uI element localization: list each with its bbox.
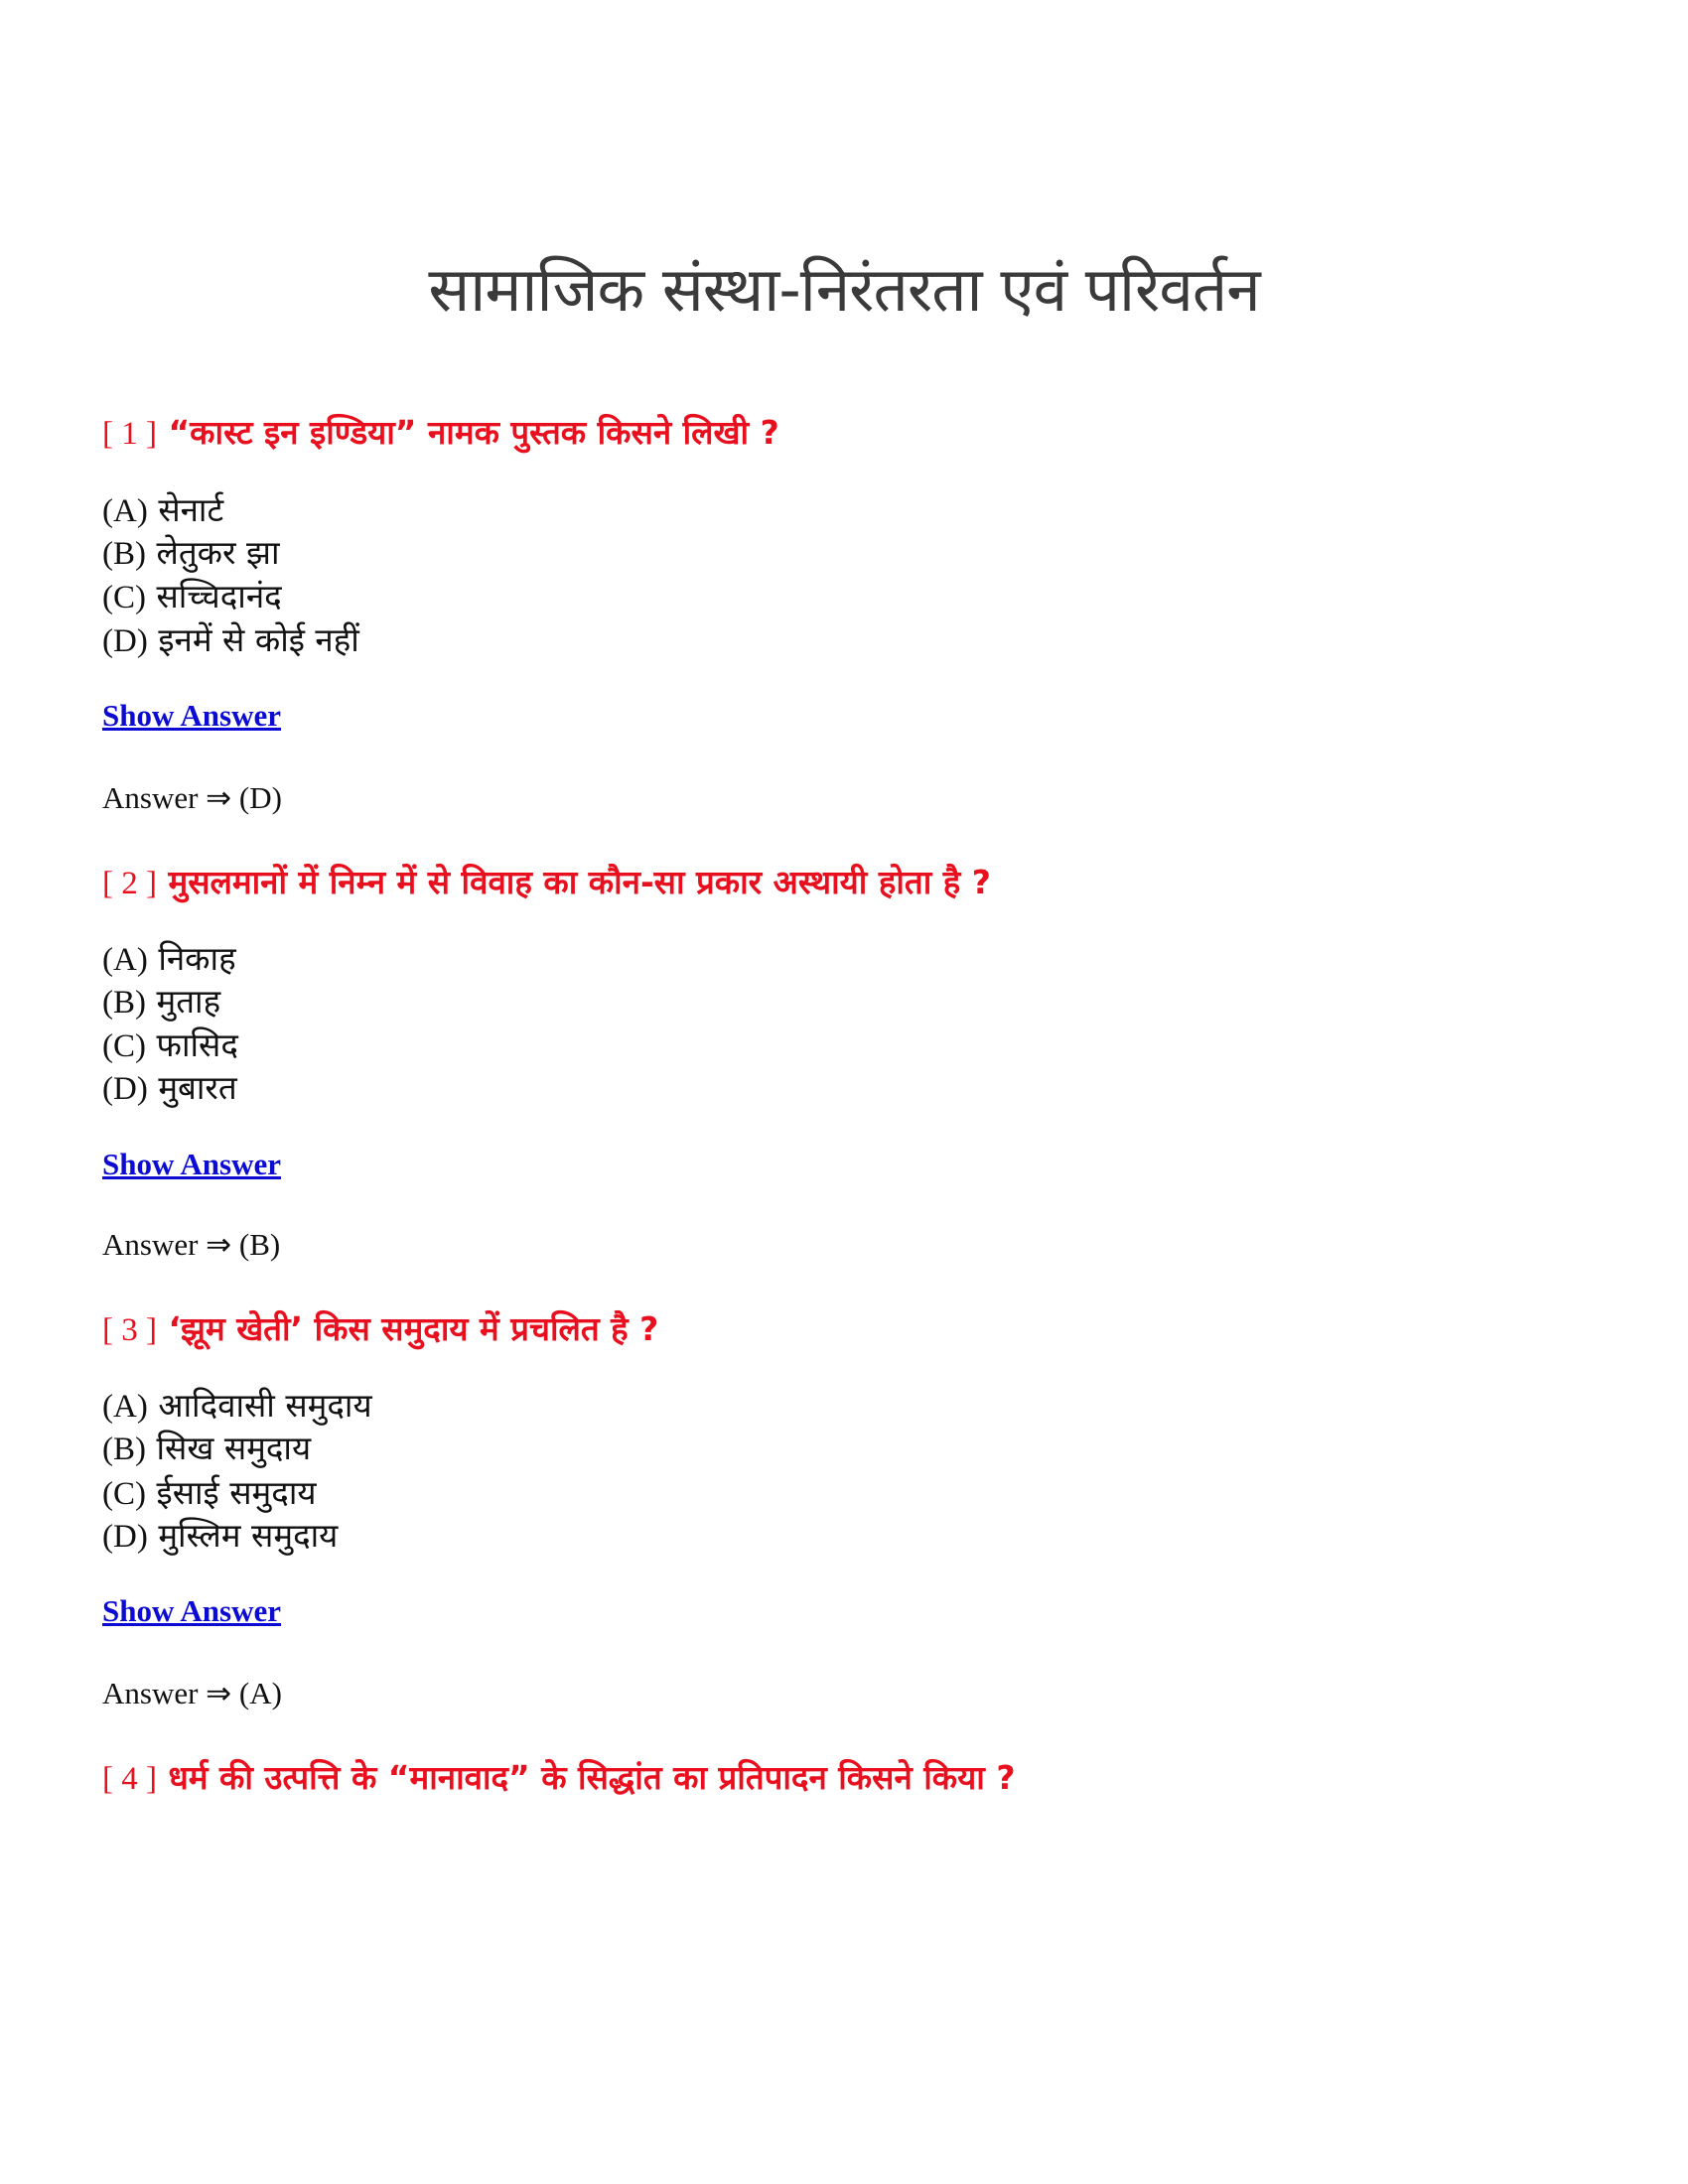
option-letter: (D) [102,623,148,659]
show-answer-link-1[interactable]: Show Answer [102,698,282,733]
option-letter: (C) [102,1476,146,1512]
option-letter: (A) [102,493,148,529]
question-3 [102,1305,658,1350]
option-b [102,529,280,574]
answer-3: Answer ⇒ (A) [102,1676,282,1710]
option-text: फासिद [156,1025,238,1064]
option-text: मुस्लिम समुदाय [158,1516,339,1555]
option-a [102,935,236,980]
option-letter: (B) [102,1432,146,1467]
answer-2: Answer ⇒ (B) [102,1227,281,1262]
option-letter: (B) [102,536,146,572]
option-b [102,978,220,1023]
question-text: धर्म की उत्पत्ति के “मानावाद” के सिद्धांत का प्रतिपादन किसने किया ? [168,1758,1016,1797]
question-1 [102,409,779,454]
show-answer-link-2[interactable]: Show Answer [102,1147,282,1181]
option-text: सेनार्ट [158,490,224,529]
question-number: [ 3 ] [102,1312,157,1348]
option-letter: (D) [102,1519,148,1555]
option-b [102,1425,311,1469]
question-text: ‘झूम खेती’ किस समुदाय में प्रचलित है ? [168,1309,659,1348]
option-letter: (A) [102,1389,148,1425]
option-c [102,573,282,617]
option-d [102,616,359,661]
show-answer-link-3[interactable]: Show Answer [102,1593,282,1628]
option-letter: (D) [102,1071,148,1107]
option-a [102,1382,372,1427]
option-text: सच्चिदानंद [156,577,282,615]
option-text: निकाह [158,939,236,978]
page-title: सामाजिक संस्था-निरंतरता एवं परिवर्तन [428,253,1260,326]
option-letter: (B) [102,985,146,1021]
question-2 [102,859,991,903]
option-a [102,486,223,531]
option-c [102,1469,317,1514]
option-c [102,1022,238,1066]
option-text: मुबारत [158,1068,237,1107]
answer-1: Answer ⇒ (D) [102,780,282,815]
question-4 [102,1754,1015,1799]
option-text: ईसाई समुदाय [156,1473,317,1512]
question-number: [ 1 ] [102,416,157,452]
option-letter: (C) [102,1028,146,1064]
question-text: “कास्ट इन इण्डिया” नामक पुस्तक किसने लिखी ? [168,413,779,452]
option-text: लेतुकर झा [156,533,280,572]
option-text: आदिवासी समुदाय [158,1386,372,1425]
question-number: [ 2 ] [102,866,157,901]
option-letter: (A) [102,942,148,978]
question-number: [ 4 ] [102,1761,157,1797]
option-text: सिख समुदाय [156,1429,312,1467]
option-letter: (C) [102,580,146,615]
option-text: इनमें से कोई नहीं [158,620,359,659]
option-text: मुताह [156,982,221,1021]
option-d [102,1512,338,1557]
question-text: मुसलमानों में निम्न में से विवाह का कौन-सा प्रकार अस्थायी होता है ? [168,863,991,901]
option-d [102,1064,237,1109]
